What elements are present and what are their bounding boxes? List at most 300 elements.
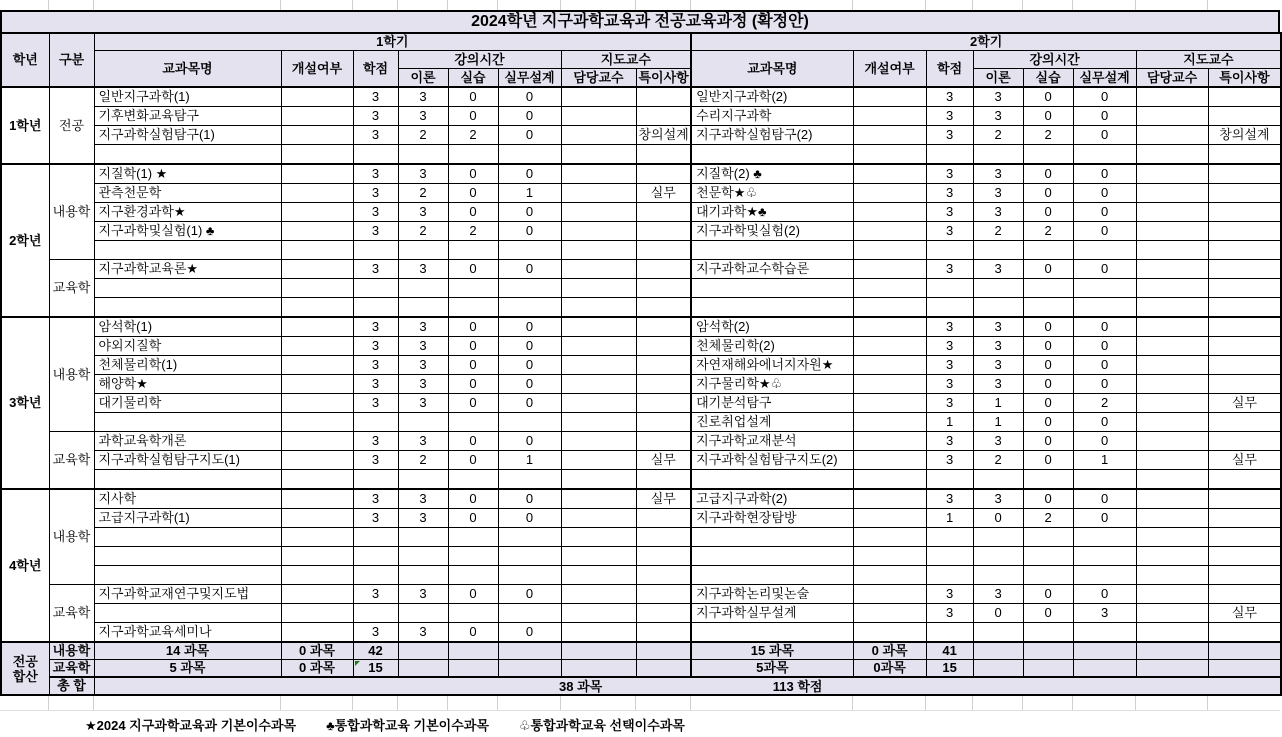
s2-opened-cell[interactable] bbox=[853, 260, 926, 279]
s1-design-cell[interactable] bbox=[498, 279, 561, 298]
s1-practice-cell[interactable]: 0 bbox=[448, 164, 498, 184]
s2-credits-cell[interactable]: 3 bbox=[926, 87, 973, 107]
s1-practice-cell[interactable] bbox=[448, 547, 498, 566]
s1-practice-cell[interactable] bbox=[448, 145, 498, 165]
s1-opened-cell[interactable] bbox=[281, 413, 353, 432]
s1-credits-cell[interactable]: 3 bbox=[353, 164, 398, 184]
s2-course-cell[interactable]: 천문학★♧ bbox=[691, 184, 853, 203]
s1-credits-cell[interactable]: 3 bbox=[353, 489, 398, 509]
s1-design-cell[interactable]: 0 bbox=[498, 317, 561, 337]
s1-note-cell[interactable] bbox=[636, 222, 691, 241]
header-s2-hours[interactable]: 강의시간 bbox=[973, 51, 1136, 69]
s2-opened-cell[interactable] bbox=[853, 145, 926, 165]
s2-note-cell[interactable] bbox=[1208, 509, 1281, 528]
category-cell[interactable]: 교육학 bbox=[49, 432, 94, 490]
s1-design-cell[interactable]: 0 bbox=[498, 203, 561, 222]
s1-credits-cell[interactable]: 3 bbox=[353, 432, 398, 451]
s2-course-cell[interactable]: 지구과학논리및논술 bbox=[691, 585, 853, 604]
s1-note-cell[interactable] bbox=[636, 528, 691, 547]
s2-course-cell[interactable] bbox=[691, 566, 853, 585]
s1-theory-cell[interactable] bbox=[398, 547, 448, 566]
header-year[interactable]: 학년 bbox=[1, 33, 49, 87]
s2-note-cell[interactable]: 창의설계 bbox=[1208, 126, 1281, 145]
s2-note-cell[interactable]: 실무 bbox=[1208, 604, 1281, 623]
s1-professor-cell[interactable] bbox=[561, 489, 636, 509]
s1-opened-cell[interactable] bbox=[281, 279, 353, 298]
header-s2-professor[interactable]: 담당교수 bbox=[1136, 69, 1208, 88]
s2-practice-cell[interactable] bbox=[1023, 528, 1073, 547]
s1-course-cell[interactable]: 야외지질학 bbox=[94, 337, 281, 356]
s1-credits-cell[interactable] bbox=[353, 279, 398, 298]
s2-professor-cell[interactable] bbox=[1136, 604, 1208, 623]
s2-design-cell[interactable]: 0 bbox=[1073, 126, 1136, 145]
s2-credits-cell[interactable]: 3 bbox=[926, 184, 973, 203]
s1-course-cell[interactable]: 일반지구과학(1) bbox=[94, 87, 281, 107]
s1-practice-cell[interactable] bbox=[448, 528, 498, 547]
s1-theory-cell[interactable]: 3 bbox=[398, 203, 448, 222]
summary-category-cell[interactable]: 교육학 bbox=[49, 660, 94, 678]
s2-professor-cell[interactable] bbox=[1136, 470, 1208, 490]
header-s2-theory[interactable]: 이론 bbox=[973, 69, 1023, 88]
s2-practice-cell[interactable]: 0 bbox=[1023, 489, 1073, 509]
s1-note-cell[interactable] bbox=[636, 394, 691, 413]
s2-course-cell[interactable] bbox=[691, 547, 853, 566]
s2-summary-empty-cell[interactable] bbox=[1136, 660, 1208, 678]
s1-opened-cell[interactable] bbox=[281, 375, 353, 394]
s1-summary-empty-cell[interactable] bbox=[636, 642, 691, 660]
s2-note-cell[interactable] bbox=[1208, 184, 1281, 203]
s2-theory-cell[interactable]: 2 bbox=[973, 222, 1023, 241]
s1-opened-cell[interactable] bbox=[281, 260, 353, 279]
s1-course-cell[interactable]: 지사학 bbox=[94, 489, 281, 509]
s2-credits-cell[interactable] bbox=[926, 470, 973, 490]
s1-course-cell[interactable] bbox=[94, 241, 281, 260]
s2-opened-cell[interactable] bbox=[853, 604, 926, 623]
s2-theory-cell[interactable] bbox=[973, 298, 1023, 318]
header-s1-practice[interactable]: 실습 bbox=[448, 69, 498, 88]
s1-professor-cell[interactable] bbox=[561, 279, 636, 298]
s1-practice-cell[interactable]: 0 bbox=[448, 432, 498, 451]
s2-practice-cell[interactable] bbox=[1023, 241, 1073, 260]
s2-course-cell[interactable]: 일반지구과학(2) bbox=[691, 87, 853, 107]
s2-design-cell[interactable] bbox=[1073, 528, 1136, 547]
category-cell[interactable]: 전공 bbox=[49, 87, 94, 164]
s1-theory-cell[interactable]: 3 bbox=[398, 87, 448, 107]
s1-professor-cell[interactable] bbox=[561, 432, 636, 451]
s1-note-cell[interactable]: 실무 bbox=[636, 489, 691, 509]
s2-opened-cell[interactable] bbox=[853, 585, 926, 604]
s1-design-cell[interactable]: 0 bbox=[498, 585, 561, 604]
s2-opened-cell[interactable] bbox=[853, 489, 926, 509]
s2-summary-credits-cell[interactable]: 15 bbox=[926, 660, 973, 678]
s1-credits-cell[interactable]: 3 bbox=[353, 585, 398, 604]
header-s2-course[interactable]: 교과목명 bbox=[691, 51, 853, 88]
s2-note-cell[interactable] bbox=[1208, 375, 1281, 394]
s2-opened-cell[interactable] bbox=[853, 547, 926, 566]
s1-theory-cell[interactable]: 3 bbox=[398, 489, 448, 509]
header-s1-note[interactable]: 특이사항 bbox=[636, 69, 691, 88]
s2-course-cell[interactable]: 지구과학실험탐구(2) bbox=[691, 126, 853, 145]
s1-note-cell[interactable] bbox=[636, 585, 691, 604]
s2-practice-cell[interactable]: 0 bbox=[1023, 413, 1073, 432]
s2-course-cell[interactable]: 지구과학교수학습론 bbox=[691, 260, 853, 279]
s2-practice-cell[interactable]: 0 bbox=[1023, 356, 1073, 375]
s2-theory-cell[interactable]: 3 bbox=[973, 356, 1023, 375]
header-semester2[interactable]: 2학기 bbox=[691, 33, 1281, 51]
s2-theory-cell[interactable] bbox=[973, 279, 1023, 298]
s2-opened-cell[interactable] bbox=[853, 528, 926, 547]
s2-credits-cell[interactable] bbox=[926, 145, 973, 165]
s2-credits-cell[interactable]: 3 bbox=[926, 585, 973, 604]
s2-professor-cell[interactable] bbox=[1136, 126, 1208, 145]
s2-note-cell[interactable] bbox=[1208, 203, 1281, 222]
s2-practice-cell[interactable] bbox=[1023, 547, 1073, 566]
s1-credits-cell[interactable]: 3 bbox=[353, 356, 398, 375]
s1-note-cell[interactable] bbox=[636, 413, 691, 432]
s1-professor-cell[interactable] bbox=[561, 203, 636, 222]
s2-theory-cell[interactable] bbox=[973, 623, 1023, 643]
header-s1-credits[interactable]: 학점 bbox=[353, 51, 398, 88]
s2-opened-cell[interactable] bbox=[853, 451, 926, 470]
s2-opened-cell[interactable] bbox=[853, 164, 926, 184]
s2-course-cell[interactable]: 지구물리학★♧ bbox=[691, 375, 853, 394]
s1-credits-cell[interactable] bbox=[353, 547, 398, 566]
s2-professor-cell[interactable] bbox=[1136, 222, 1208, 241]
s2-credits-cell[interactable]: 3 bbox=[926, 375, 973, 394]
s2-design-cell[interactable]: 0 bbox=[1073, 585, 1136, 604]
s1-opened-cell[interactable] bbox=[281, 623, 353, 643]
s2-professor-cell[interactable] bbox=[1136, 623, 1208, 643]
s2-course-cell[interactable]: 자연재해와에너지자원★ bbox=[691, 356, 853, 375]
s2-theory-cell[interactable]: 2 bbox=[973, 451, 1023, 470]
s2-note-cell[interactable] bbox=[1208, 470, 1281, 490]
s2-course-cell[interactable]: 지구과학및실험(2) bbox=[691, 222, 853, 241]
s1-theory-cell[interactable]: 3 bbox=[398, 356, 448, 375]
s1-summary-opened-cell[interactable]: 0 과목 bbox=[281, 660, 353, 678]
summary-category-cell[interactable]: 내용학 bbox=[49, 642, 94, 660]
s2-course-cell[interactable] bbox=[691, 623, 853, 643]
s2-course-cell[interactable]: 수리지구과학 bbox=[691, 107, 853, 126]
s1-course-cell[interactable] bbox=[94, 547, 281, 566]
s1-professor-cell[interactable] bbox=[561, 298, 636, 318]
s1-theory-cell[interactable]: 3 bbox=[398, 260, 448, 279]
s2-design-cell[interactable]: 0 bbox=[1073, 107, 1136, 126]
s2-professor-cell[interactable] bbox=[1136, 337, 1208, 356]
s1-credits-cell[interactable]: 3 bbox=[353, 203, 398, 222]
s2-note-cell[interactable] bbox=[1208, 279, 1281, 298]
s1-practice-cell[interactable]: 0 bbox=[448, 317, 498, 337]
s2-theory-cell[interactable] bbox=[973, 547, 1023, 566]
s2-theory-cell[interactable]: 3 bbox=[973, 87, 1023, 107]
s1-theory-cell[interactable]: 3 bbox=[398, 337, 448, 356]
s2-practice-cell[interactable]: 0 bbox=[1023, 203, 1073, 222]
s2-note-cell[interactable] bbox=[1208, 260, 1281, 279]
s1-note-cell[interactable] bbox=[636, 566, 691, 585]
category-cell[interactable]: 내용학 bbox=[49, 317, 94, 432]
s1-course-cell[interactable] bbox=[94, 145, 281, 165]
s1-course-cell[interactable]: 지구과학및실험(1) ♣ bbox=[94, 222, 281, 241]
s2-note-cell[interactable] bbox=[1208, 145, 1281, 165]
s1-credits-cell[interactable]: 3 bbox=[353, 451, 398, 470]
s1-note-cell[interactable] bbox=[636, 547, 691, 566]
year-cell[interactable]: 2학년 bbox=[1, 164, 49, 317]
s2-theory-cell[interactable]: 3 bbox=[973, 375, 1023, 394]
s2-theory-cell[interactable]: 3 bbox=[973, 260, 1023, 279]
s1-credits-cell[interactable] bbox=[353, 528, 398, 547]
s1-summary-opened-cell[interactable]: 0 과목 bbox=[281, 642, 353, 660]
s2-opened-cell[interactable] bbox=[853, 413, 926, 432]
s2-course-cell[interactable]: 고급지구과학(2) bbox=[691, 489, 853, 509]
s1-note-cell[interactable] bbox=[636, 337, 691, 356]
s1-course-cell[interactable]: 해양학★ bbox=[94, 375, 281, 394]
s1-theory-cell[interactable] bbox=[398, 528, 448, 547]
s1-practice-cell[interactable] bbox=[448, 298, 498, 318]
s2-note-cell[interactable] bbox=[1208, 87, 1281, 107]
s2-credits-cell[interactable]: 3 bbox=[926, 203, 973, 222]
s2-credits-cell[interactable] bbox=[926, 566, 973, 585]
s2-credits-cell[interactable]: 3 bbox=[926, 317, 973, 337]
s1-note-cell[interactable] bbox=[636, 317, 691, 337]
s1-opened-cell[interactable] bbox=[281, 107, 353, 126]
s2-opened-cell[interactable] bbox=[853, 184, 926, 203]
s1-credits-cell[interactable]: 3 bbox=[353, 375, 398, 394]
s1-credits-cell[interactable]: 3 bbox=[353, 107, 398, 126]
s1-credits-cell[interactable]: 3 bbox=[353, 260, 398, 279]
header-s2-practice[interactable]: 실습 bbox=[1023, 69, 1073, 88]
s2-course-cell[interactable]: 대기과학★♣ bbox=[691, 203, 853, 222]
header-s2-advisor[interactable]: 지도교수 bbox=[1136, 51, 1281, 69]
s2-note-cell[interactable] bbox=[1208, 337, 1281, 356]
s1-note-cell[interactable]: 실무 bbox=[636, 451, 691, 470]
s1-credits-cell[interactable]: 3 bbox=[353, 317, 398, 337]
s1-theory-cell[interactable]: 2 bbox=[398, 126, 448, 145]
s1-opened-cell[interactable] bbox=[281, 87, 353, 107]
s2-design-cell[interactable]: 0 bbox=[1073, 164, 1136, 184]
s2-professor-cell[interactable] bbox=[1136, 260, 1208, 279]
s2-opened-cell[interactable] bbox=[853, 394, 926, 413]
header-s1-hours[interactable]: 강의시간 bbox=[398, 51, 561, 69]
s2-course-cell[interactable]: 지구과학현장탐방 bbox=[691, 509, 853, 528]
s1-note-cell[interactable] bbox=[636, 87, 691, 107]
s1-practice-cell[interactable]: 0 bbox=[448, 375, 498, 394]
s2-professor-cell[interactable] bbox=[1136, 432, 1208, 451]
s2-summary-empty-cell[interactable] bbox=[973, 660, 1023, 678]
s1-practice-cell[interactable]: 0 bbox=[448, 184, 498, 203]
s2-professor-cell[interactable] bbox=[1136, 451, 1208, 470]
s2-course-cell[interactable] bbox=[691, 279, 853, 298]
s1-opened-cell[interactable] bbox=[281, 222, 353, 241]
s1-practice-cell[interactable]: 0 bbox=[448, 509, 498, 528]
s2-course-cell[interactable]: 암석학(2) bbox=[691, 317, 853, 337]
s2-opened-cell[interactable] bbox=[853, 203, 926, 222]
title-cell[interactable]: 2024학년 지구과학교육과 전공교육과정 (확정안) bbox=[0, 10, 1280, 32]
s2-credits-cell[interactable] bbox=[926, 241, 973, 260]
s1-professor-cell[interactable] bbox=[561, 509, 636, 528]
s2-professor-cell[interactable] bbox=[1136, 164, 1208, 184]
s2-design-cell[interactable]: 0 bbox=[1073, 203, 1136, 222]
s1-opened-cell[interactable] bbox=[281, 509, 353, 528]
s1-opened-cell[interactable] bbox=[281, 432, 353, 451]
s2-course-cell[interactable]: 지구과학실험탐구지도(2) bbox=[691, 451, 853, 470]
header-s1-design[interactable]: 실무설계 bbox=[498, 69, 561, 88]
s1-design-cell[interactable] bbox=[498, 528, 561, 547]
s1-opened-cell[interactable] bbox=[281, 164, 353, 184]
s2-theory-cell[interactable]: 3 bbox=[973, 585, 1023, 604]
s2-practice-cell[interactable]: 0 bbox=[1023, 375, 1073, 394]
s1-summary-empty-cell[interactable] bbox=[398, 660, 448, 678]
s2-theory-cell[interactable] bbox=[973, 145, 1023, 165]
s2-design-cell[interactable]: 0 bbox=[1073, 260, 1136, 279]
s1-theory-cell[interactable]: 3 bbox=[398, 585, 448, 604]
s2-opened-cell[interactable] bbox=[853, 356, 926, 375]
s1-course-cell[interactable]: 대기물리학 bbox=[94, 394, 281, 413]
s2-opened-cell[interactable] bbox=[853, 279, 926, 298]
category-cell[interactable]: 내용학 bbox=[49, 489, 94, 585]
s2-credits-cell[interactable]: 3 bbox=[926, 451, 973, 470]
s2-credits-cell[interactable]: 3 bbox=[926, 394, 973, 413]
s1-design-cell[interactable]: 0 bbox=[498, 489, 561, 509]
s2-credits-cell[interactable]: 3 bbox=[926, 604, 973, 623]
header-semester1[interactable]: 1학기 bbox=[94, 33, 691, 51]
s1-note-cell[interactable] bbox=[636, 279, 691, 298]
s2-course-cell[interactable]: 천체물리학(2) bbox=[691, 337, 853, 356]
s1-professor-cell[interactable] bbox=[561, 107, 636, 126]
s2-practice-cell[interactable]: 0 bbox=[1023, 604, 1073, 623]
year-cell[interactable]: 3학년 bbox=[1, 317, 49, 489]
s2-course-cell[interactable]: 지구과학교재분석 bbox=[691, 432, 853, 451]
s2-opened-cell[interactable] bbox=[853, 566, 926, 585]
s1-practice-cell[interactable]: 0 bbox=[448, 87, 498, 107]
s2-practice-cell[interactable]: 2 bbox=[1023, 509, 1073, 528]
s2-practice-cell[interactable]: 0 bbox=[1023, 432, 1073, 451]
s1-theory-cell[interactable] bbox=[398, 470, 448, 490]
s2-opened-cell[interactable] bbox=[853, 337, 926, 356]
category-cell[interactable]: 교육학 bbox=[49, 260, 94, 318]
s2-note-cell[interactable]: 실무 bbox=[1208, 394, 1281, 413]
s1-practice-cell[interactable]: 0 bbox=[448, 394, 498, 413]
s1-note-cell[interactable] bbox=[636, 470, 691, 490]
s1-opened-cell[interactable] bbox=[281, 547, 353, 566]
s2-practice-cell[interactable] bbox=[1023, 298, 1073, 318]
s1-design-cell[interactable]: 1 bbox=[498, 184, 561, 203]
s1-design-cell[interactable]: 0 bbox=[498, 375, 561, 394]
s2-opened-cell[interactable] bbox=[853, 375, 926, 394]
s1-credits-cell[interactable] bbox=[353, 566, 398, 585]
s1-professor-cell[interactable] bbox=[561, 241, 636, 260]
s2-practice-cell[interactable] bbox=[1023, 470, 1073, 490]
s2-practice-cell[interactable] bbox=[1023, 279, 1073, 298]
s2-theory-cell[interactable] bbox=[973, 470, 1023, 490]
s1-design-cell[interactable] bbox=[498, 547, 561, 566]
s2-note-cell[interactable] bbox=[1208, 566, 1281, 585]
s2-theory-cell[interactable] bbox=[973, 241, 1023, 260]
s1-credits-cell[interactable]: 3 bbox=[353, 394, 398, 413]
s1-summary-empty-cell[interactable] bbox=[498, 642, 561, 660]
s1-practice-cell[interactable]: 0 bbox=[448, 489, 498, 509]
s1-opened-cell[interactable] bbox=[281, 337, 353, 356]
s2-practice-cell[interactable]: 0 bbox=[1023, 317, 1073, 337]
s1-credits-cell[interactable] bbox=[353, 241, 398, 260]
s1-opened-cell[interactable] bbox=[281, 451, 353, 470]
s1-credits-cell[interactable]: 3 bbox=[353, 87, 398, 107]
s1-course-cell[interactable] bbox=[94, 298, 281, 318]
s2-professor-cell[interactable] bbox=[1136, 489, 1208, 509]
s1-theory-cell[interactable]: 3 bbox=[398, 623, 448, 643]
s2-summary-courses-cell[interactable]: 5과목 bbox=[691, 660, 853, 678]
s1-design-cell[interactable] bbox=[498, 470, 561, 490]
s2-note-cell[interactable] bbox=[1208, 241, 1281, 260]
s1-course-cell[interactable]: 지구과학교육론★ bbox=[94, 260, 281, 279]
s1-professor-cell[interactable] bbox=[561, 375, 636, 394]
s2-theory-cell[interactable]: 3 bbox=[973, 489, 1023, 509]
s1-credits-cell[interactable]: 3 bbox=[353, 509, 398, 528]
s1-professor-cell[interactable] bbox=[561, 356, 636, 375]
header-s1-course[interactable]: 교과목명 bbox=[94, 51, 281, 88]
s2-note-cell[interactable] bbox=[1208, 317, 1281, 337]
s1-design-cell[interactable]: 0 bbox=[498, 107, 561, 126]
s1-course-cell[interactable]: 지질학(1) ★ bbox=[94, 164, 281, 184]
s1-practice-cell[interactable] bbox=[448, 241, 498, 260]
s2-theory-cell[interactable]: 2 bbox=[973, 126, 1023, 145]
s2-note-cell[interactable] bbox=[1208, 528, 1281, 547]
s2-opened-cell[interactable] bbox=[853, 126, 926, 145]
s2-professor-cell[interactable] bbox=[1136, 566, 1208, 585]
s2-course-cell[interactable] bbox=[691, 470, 853, 490]
s1-credits-cell[interactable] bbox=[353, 604, 398, 623]
s1-summary-credits-cell[interactable]: 15 bbox=[353, 660, 398, 678]
s1-course-cell[interactable] bbox=[94, 604, 281, 623]
s2-professor-cell[interactable] bbox=[1136, 241, 1208, 260]
s2-credits-cell[interactable] bbox=[926, 623, 973, 643]
s1-theory-cell[interactable]: 2 bbox=[398, 451, 448, 470]
s1-professor-cell[interactable] bbox=[561, 604, 636, 623]
s1-design-cell[interactable]: 0 bbox=[498, 432, 561, 451]
s2-design-cell[interactable]: 2 bbox=[1073, 394, 1136, 413]
s2-course-cell[interactable] bbox=[691, 298, 853, 318]
s1-design-cell[interactable]: 0 bbox=[498, 164, 561, 184]
s2-opened-cell[interactable] bbox=[853, 470, 926, 490]
s2-summary-empty-cell[interactable] bbox=[1023, 660, 1073, 678]
s2-note-cell[interactable] bbox=[1208, 489, 1281, 509]
s1-opened-cell[interactable] bbox=[281, 528, 353, 547]
s1-course-cell[interactable]: 천체물리학(1) bbox=[94, 356, 281, 375]
s2-theory-cell[interactable]: 3 bbox=[973, 184, 1023, 203]
s1-theory-cell[interactable]: 2 bbox=[398, 222, 448, 241]
s1-professor-cell[interactable] bbox=[561, 585, 636, 604]
s2-theory-cell[interactable]: 3 bbox=[973, 107, 1023, 126]
s1-design-cell[interactable]: 0 bbox=[498, 126, 561, 145]
s1-credits-cell[interactable]: 3 bbox=[353, 222, 398, 241]
s1-course-cell[interactable]: 관측천문학 bbox=[94, 184, 281, 203]
s2-professor-cell[interactable] bbox=[1136, 87, 1208, 107]
s1-theory-cell[interactable] bbox=[398, 298, 448, 318]
s2-design-cell[interactable]: 0 bbox=[1073, 509, 1136, 528]
year-cell[interactable]: 4학년 bbox=[1, 489, 49, 642]
s2-credits-cell[interactable] bbox=[926, 528, 973, 547]
s1-design-cell[interactable] bbox=[498, 241, 561, 260]
s1-course-cell[interactable] bbox=[94, 528, 281, 547]
s2-professor-cell[interactable] bbox=[1136, 356, 1208, 375]
s2-theory-cell[interactable]: 1 bbox=[973, 394, 1023, 413]
s1-note-cell[interactable] bbox=[636, 107, 691, 126]
s2-practice-cell[interactable]: 0 bbox=[1023, 260, 1073, 279]
s2-opened-cell[interactable] bbox=[853, 222, 926, 241]
s1-design-cell[interactable] bbox=[498, 298, 561, 318]
s1-note-cell[interactable] bbox=[636, 356, 691, 375]
s2-summary-courses-cell[interactable]: 15 과목 bbox=[691, 642, 853, 660]
s2-theory-cell[interactable]: 3 bbox=[973, 317, 1023, 337]
s1-theory-cell[interactable] bbox=[398, 279, 448, 298]
